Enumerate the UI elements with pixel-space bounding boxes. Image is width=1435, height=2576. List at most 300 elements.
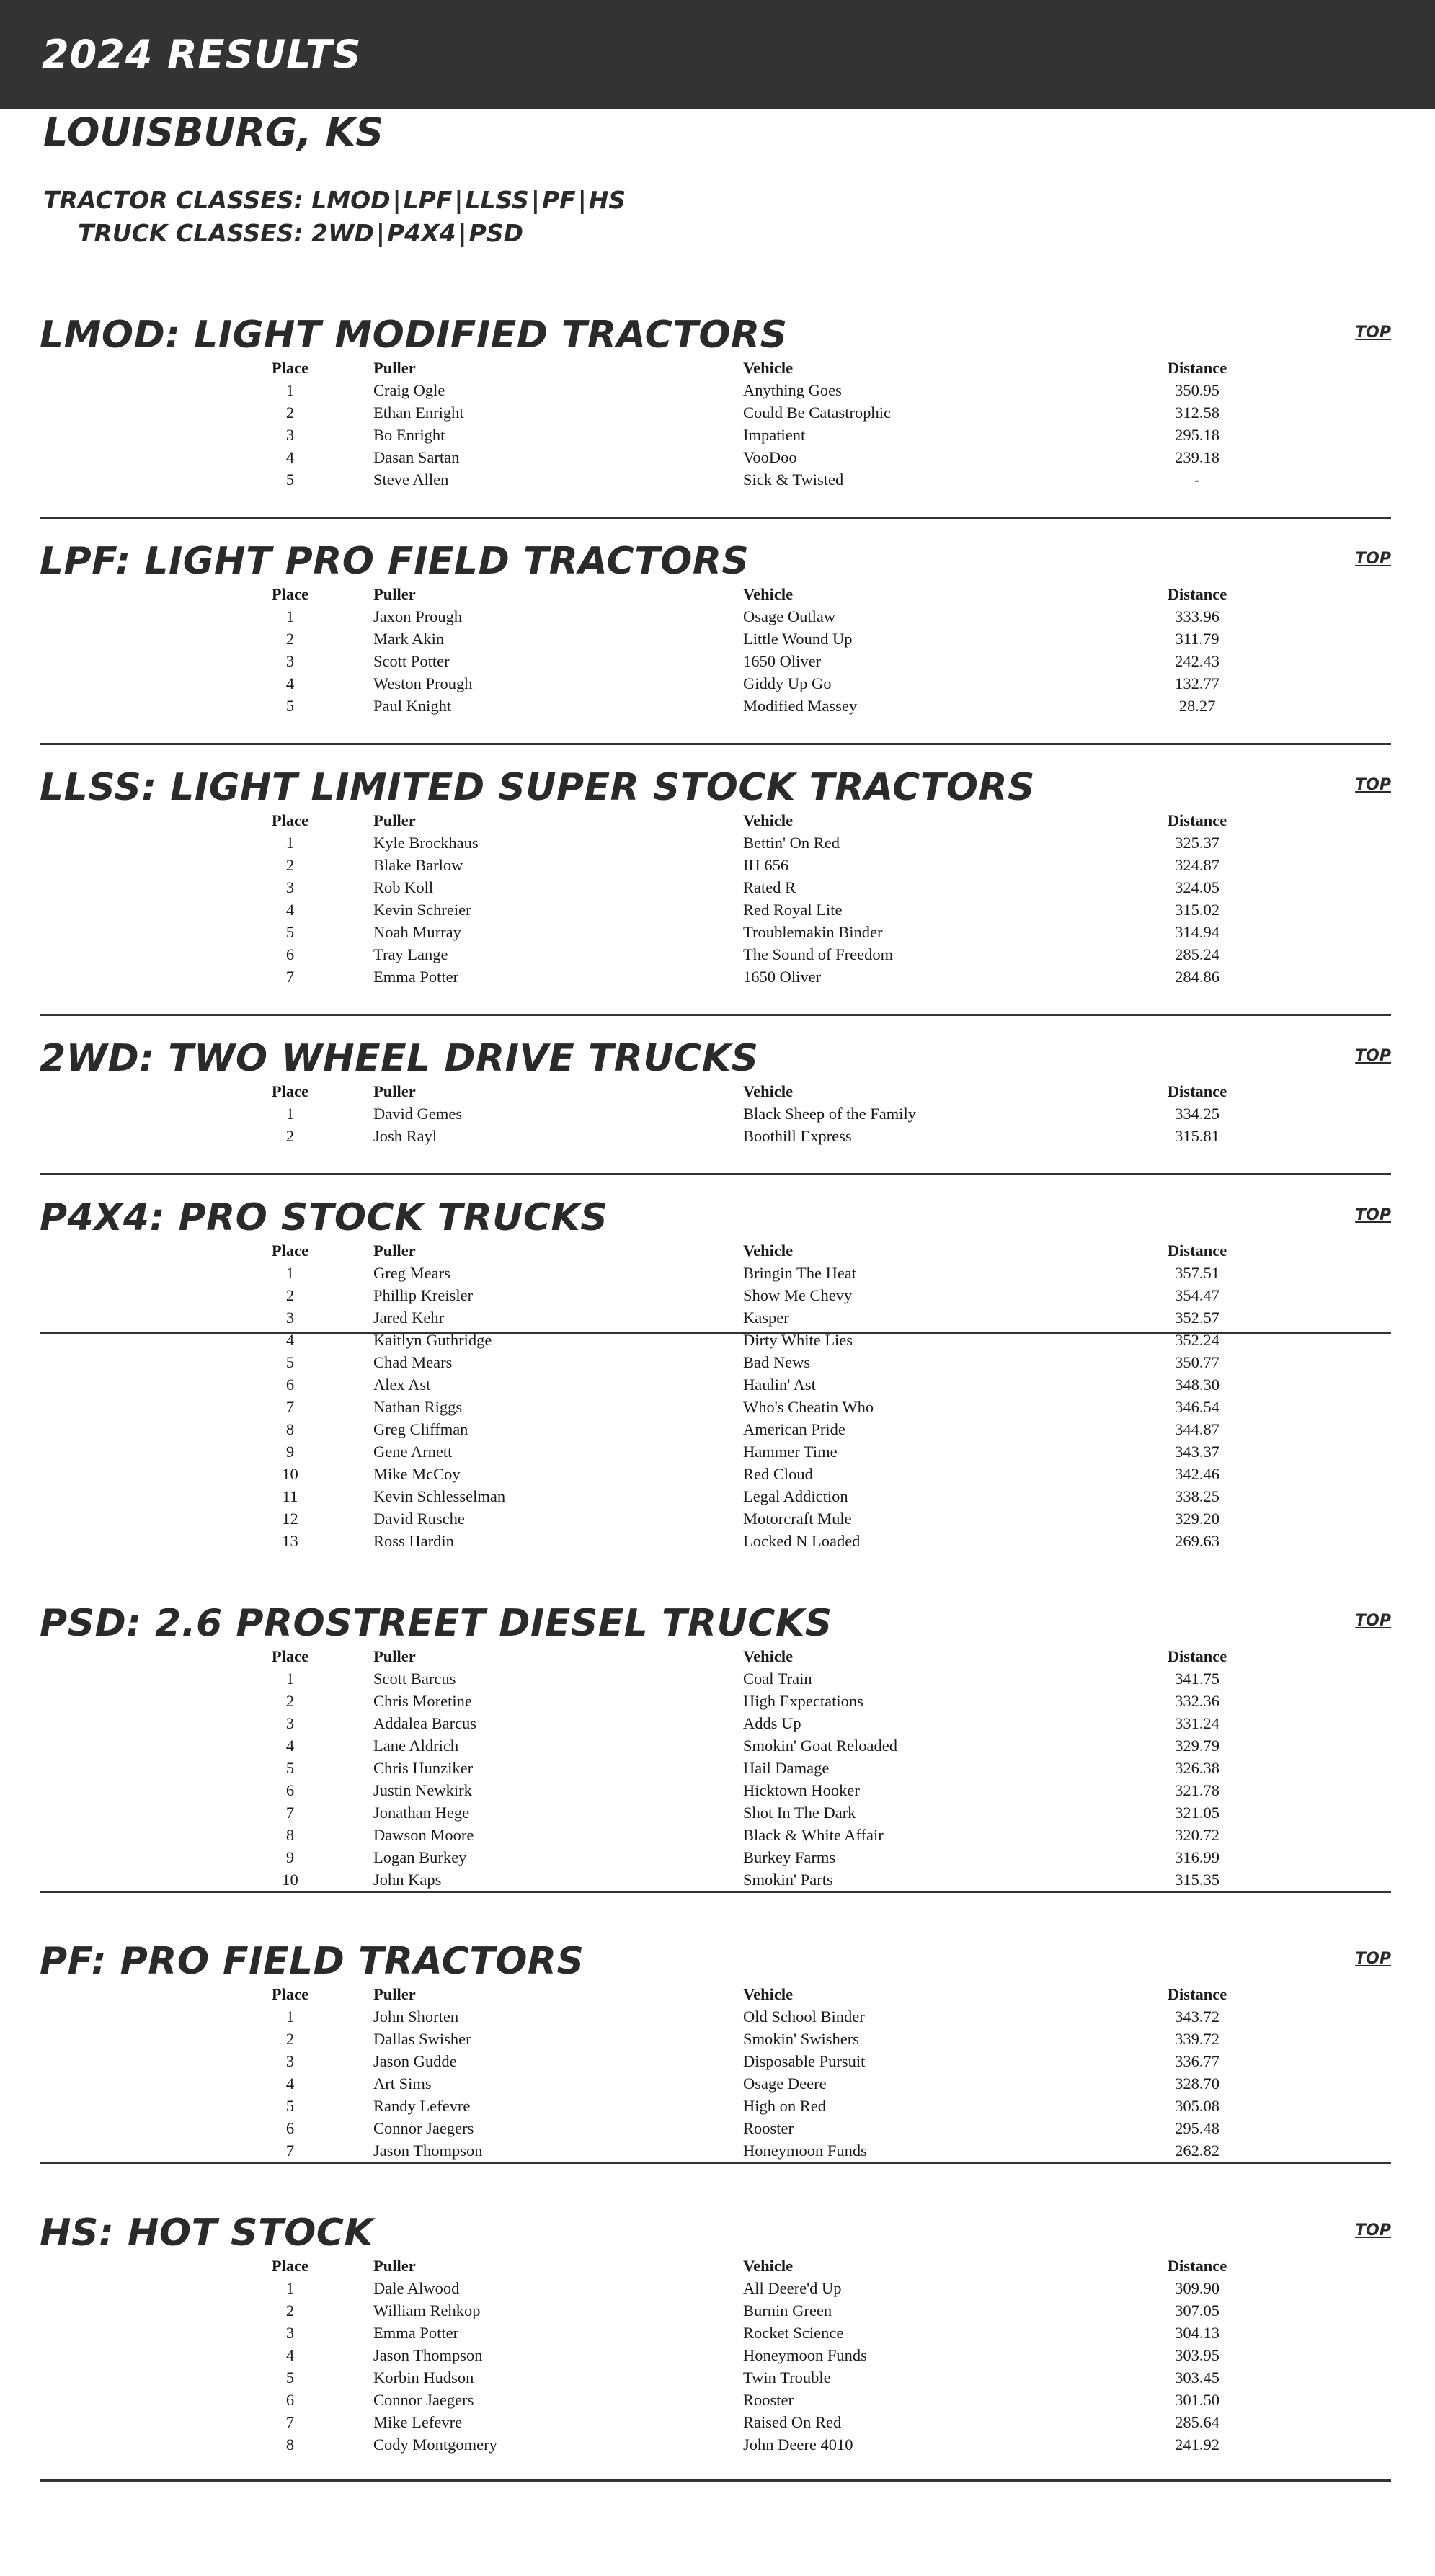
table-row	[223, 446, 1233, 468]
class-link-lmod[interactable]: LMOD	[311, 186, 391, 214]
results-table	[223, 1645, 1233, 1891]
table-row	[223, 2072, 1233, 2095]
distance-cell: 307.05	[1175, 2301, 1219, 2319]
table-row	[223, 2344, 1233, 2366]
vehicle-cell: Rooster	[743, 2119, 794, 2137]
distance-cell: 331.24	[1175, 1714, 1219, 1732]
column-header-place: Place	[271, 811, 309, 829]
puller-cell: Rob Koll	[373, 878, 434, 896]
puller-cell: Dallas Swisher	[373, 2030, 471, 2048]
vehicle-cell: Boothill Express	[743, 1127, 852, 1145]
vehicle-cell: Rooster	[743, 2391, 794, 2409]
place-cell: 4	[285, 448, 295, 466]
puller-cell: Phillip Kreisler	[373, 1286, 474, 1304]
vehicle-cell: Osage Deere	[743, 2074, 827, 2093]
place-cell: 6	[285, 2119, 295, 2137]
distance-cell: 284.86	[1175, 968, 1219, 986]
vehicle-cell: Disposable Pursuit	[743, 2052, 866, 2070]
place-cell: 8	[285, 1826, 295, 1844]
place-cell: 10	[282, 1871, 298, 1889]
puller-cell: Nathan Riggs	[373, 1398, 463, 1416]
vehicle-cell: Legal Addiction	[743, 1487, 848, 1505]
place-cell: 1	[285, 1264, 295, 1282]
table-row	[223, 605, 1233, 628]
separator: |	[376, 219, 385, 247]
puller-cell: Art Sims	[373, 2074, 432, 2093]
table-row	[223, 1734, 1233, 1757]
section-title: P4X4: PRO STOCK TRUCKS	[40, 1196, 608, 1239]
vehicle-cell: Honeymoon Funds	[743, 2346, 867, 2364]
place-cell: 5	[285, 1353, 295, 1371]
class-link-hs[interactable]: HS	[588, 186, 626, 214]
results-section	[40, 1196, 1391, 1550]
table-header-row	[223, 809, 1233, 832]
distance-cell: 303.45	[1175, 2368, 1219, 2386]
table-row	[223, 1373, 1233, 1396]
vehicle-cell: Impatient	[743, 426, 806, 444]
results-table	[223, 1080, 1233, 1147]
place-cell: 2	[285, 404, 295, 422]
column-header-vehicle: Vehicle	[743, 1082, 794, 1100]
place-cell: 2	[285, 630, 295, 648]
distance-cell: 357.51	[1175, 1264, 1219, 1282]
vehicle-cell: Black & White Affair	[743, 1826, 884, 1844]
place-cell: 7	[285, 1398, 295, 1416]
distance-cell: 262.82	[1175, 2142, 1219, 2160]
place-cell: 2	[285, 1127, 295, 1145]
column-header-vehicle: Vehicle	[743, 1242, 794, 1260]
vehicle-cell: Sick & Twisted	[743, 471, 844, 489]
distance-cell: 350.77	[1175, 1353, 1219, 1371]
table-row	[223, 1262, 1233, 1284]
vehicle-cell: 1650 Oliver	[743, 968, 822, 986]
column-header-puller: Puller	[373, 1242, 416, 1260]
puller-cell: Craig Ogle	[373, 381, 445, 399]
back-to-top-link[interactable]: TOP	[1355, 550, 1391, 568]
puller-cell: Connor Jaegers	[373, 2391, 474, 2409]
distance-cell: 314.94	[1175, 923, 1219, 941]
place-cell: 2	[285, 2301, 295, 2319]
results-table	[223, 809, 1233, 988]
table-row	[223, 1507, 1233, 1530]
class-link-llss[interactable]: LLSS	[465, 186, 529, 214]
distance-cell: 309.90	[1175, 2279, 1219, 2297]
table-row	[223, 1306, 1233, 1329]
table-row	[223, 1779, 1233, 1801]
table-row	[223, 2028, 1233, 2050]
vehicle-cell: Honeymoon Funds	[743, 2142, 867, 2160]
puller-cell: Mike Lefevre	[373, 2413, 463, 2431]
place-cell: 11	[282, 1487, 298, 1505]
table-header-row	[223, 583, 1233, 605]
place-cell: 4	[285, 2074, 295, 2093]
column-header-place: Place	[271, 359, 309, 377]
puller-cell: Weston Prough	[373, 674, 473, 692]
puller-cell: Jared Kehr	[373, 1309, 445, 1327]
column-header-distance: Distance	[1167, 359, 1227, 377]
table-row	[223, 1757, 1233, 1779]
table-row	[223, 401, 1233, 424]
puller-cell: Chad Mears	[373, 1353, 453, 1371]
place-cell: 1	[285, 834, 295, 852]
table-row	[223, 628, 1233, 650]
puller-cell: Alex Ast	[373, 1376, 431, 1394]
table-row	[223, 1846, 1233, 1868]
vehicle-cell: Bringin The Heat	[743, 1264, 857, 1282]
vehicle-cell: Giddy Up Go	[743, 674, 832, 692]
place-cell: 6	[285, 1376, 295, 1394]
vehicle-cell: Rated R	[743, 878, 796, 896]
distance-cell: 316.99	[1175, 1848, 1219, 1866]
tractor-classes-label: TRACTOR CLASSES:	[43, 186, 303, 214]
column-header-distance: Distance	[1167, 1082, 1227, 1100]
place-cell: 3	[285, 878, 295, 896]
back-to-top-link[interactable]: TOP	[1355, 1950, 1391, 1968]
results-table	[223, 583, 1233, 717]
column-header-vehicle: Vehicle	[743, 1985, 794, 2003]
vehicle-cell: Adds Up	[743, 1714, 801, 1732]
puller-cell: Ethan Enright	[373, 404, 464, 422]
vehicle-cell: Show Me Chevy	[743, 1286, 853, 1304]
vehicle-cell: IH 656	[743, 856, 789, 874]
column-header-place: Place	[271, 585, 309, 603]
place-cell: 12	[282, 1510, 298, 1528]
section-title: LMOD: LIGHT MODIFIED TRACTORS	[40, 313, 788, 357]
table-row	[223, 2389, 1233, 2411]
results-table	[223, 1239, 1233, 1552]
back-to-top-link[interactable]: TOP	[1355, 1206, 1391, 1224]
column-header-vehicle: Vehicle	[743, 585, 794, 603]
vehicle-cell: Bad News	[743, 1353, 811, 1371]
place-cell: 5	[285, 2097, 295, 2115]
results-section	[40, 313, 1391, 519]
results-table	[223, 1983, 1233, 2162]
place-cell: 3	[285, 2324, 295, 2342]
separator: |	[530, 186, 540, 214]
puller-cell: Addalea Barcus	[373, 1714, 477, 1732]
table-header-row	[223, 1645, 1233, 1667]
puller-cell: Jason Thompson	[373, 2142, 483, 2160]
distance-cell: 285.24	[1175, 945, 1219, 963]
puller-cell: John Shorten	[373, 2007, 459, 2025]
results-section	[40, 540, 1391, 745]
distance-cell: 329.79	[1175, 1737, 1219, 1755]
vehicle-cell: The Sound of Freedom	[743, 945, 894, 963]
vehicle-cell: Bettin' On Red	[743, 834, 840, 852]
place-cell: 2	[285, 2030, 295, 2048]
vehicle-cell: 1650 Oliver	[743, 652, 822, 670]
separator: |	[577, 186, 587, 214]
puller-cell: Logan Burkey	[373, 1848, 467, 1866]
puller-cell: David Gemes	[373, 1105, 463, 1123]
place-cell: 3	[285, 426, 295, 444]
table-row	[223, 650, 1233, 672]
distance-cell: 334.25	[1175, 1105, 1219, 1123]
place-cell: 7	[285, 968, 295, 986]
class-link-2wd[interactable]: 2WD	[311, 219, 374, 247]
location-title: LOUISBURG, KS	[43, 110, 384, 155]
section-title: PSD: 2.6 PROSTREET DIESEL TRUCKS	[40, 1602, 832, 1645]
back-to-top-link[interactable]: TOP	[1355, 1047, 1391, 1065]
vehicle-cell: Hail Damage	[743, 1759, 830, 1777]
table-row	[223, 2277, 1233, 2299]
page-title: 2024 RESULTS	[42, 32, 362, 77]
section-title: LPF: LIGHT PRO FIELD TRACTORS	[40, 540, 750, 583]
distance-cell: 324.05	[1175, 878, 1219, 896]
distance-cell: -	[1194, 471, 1200, 489]
puller-cell: Dasan Sartan	[373, 448, 460, 466]
table-row	[223, 876, 1233, 899]
puller-cell: Dale Alwood	[373, 2279, 460, 2297]
distance-cell: 343.37	[1175, 1443, 1219, 1461]
distance-cell: 242.43	[1175, 652, 1219, 670]
place-cell: 3	[285, 2052, 295, 2070]
column-header-place: Place	[271, 1985, 309, 2003]
place-cell: 2	[285, 856, 295, 874]
place-cell: 4	[285, 674, 295, 692]
results-table	[223, 357, 1233, 491]
vehicle-cell: Smokin' Swishers	[743, 2030, 859, 2048]
distance-cell: 346.54	[1175, 1398, 1219, 1416]
table-header-row	[223, 357, 1233, 379]
distance-cell: 269.63	[1175, 1532, 1219, 1550]
table-row	[223, 943, 1233, 966]
truck-classes-row	[43, 217, 626, 250]
puller-cell: Greg Mears	[373, 1264, 450, 1282]
vehicle-cell: Kasper	[743, 1309, 789, 1327]
place-cell: 5	[285, 1759, 295, 1777]
puller-cell: Connor Jaegers	[373, 2119, 474, 2137]
vehicle-cell: Black Sheep of the Family	[743, 1105, 916, 1123]
vehicle-cell: Osage Outlaw	[743, 607, 836, 625]
distance-cell: 301.50	[1175, 2391, 1219, 2409]
puller-cell: William Rehkop	[373, 2301, 481, 2319]
puller-cell: Kaitlyn Guthridge	[373, 1331, 492, 1349]
table-row	[223, 1667, 1233, 1690]
place-cell: 1	[285, 607, 295, 625]
place-cell: 4	[285, 1331, 295, 1349]
place-cell: 9	[285, 1443, 295, 1461]
class-link-pf[interactable]: PF	[541, 186, 576, 214]
results-section	[40, 2211, 1391, 2482]
separator: |	[458, 219, 467, 247]
vehicle-cell: Burkey Farms	[743, 1848, 836, 1866]
place-cell: 6	[285, 1781, 295, 1799]
puller-cell: Cody Montgomery	[373, 2435, 497, 2454]
table-row	[223, 468, 1233, 491]
table-row	[223, 1712, 1233, 1734]
puller-cell: Lane Aldrich	[373, 1737, 459, 1755]
table-header-row	[223, 1983, 1233, 2005]
vehicle-cell: Motorcraft Mule	[743, 1510, 852, 1528]
place-cell: 1	[285, 2007, 295, 2025]
column-header-distance: Distance	[1167, 2257, 1227, 2275]
distance-cell: 303.95	[1175, 2346, 1219, 2364]
vehicle-cell: American Pride	[743, 1420, 845, 1438]
column-header-distance: Distance	[1167, 1242, 1227, 1260]
place-cell: 2	[285, 1286, 295, 1304]
place-cell: 7	[285, 1804, 295, 1822]
truck-classes-label: TRUCK CLASSES:	[78, 219, 303, 247]
table-row	[223, 1329, 1233, 1351]
table-row	[223, 379, 1233, 401]
table-header-row	[223, 1080, 1233, 1102]
table-row	[223, 966, 1233, 988]
table-row	[223, 1485, 1233, 1507]
vehicle-cell: Troublemakin Binder	[743, 923, 883, 941]
vehicle-cell: Red Cloud	[743, 1465, 813, 1483]
table-row	[223, 2050, 1233, 2072]
table-row	[223, 921, 1233, 943]
distance-cell: 239.18	[1175, 448, 1219, 466]
distance-cell: 305.08	[1175, 2097, 1219, 2115]
place-cell: 3	[285, 1714, 295, 1732]
vehicle-cell: Raised On Red	[743, 2413, 842, 2431]
puller-cell: Justin Newkirk	[373, 1781, 472, 1799]
vehicle-cell: Red Royal Lite	[743, 901, 843, 919]
table-row	[223, 1530, 1233, 1552]
puller-cell: Kevin Schreier	[373, 901, 471, 919]
puller-cell: Randy Lefevre	[373, 2097, 471, 2115]
vehicle-cell: Haulin' Ast	[743, 1376, 816, 1394]
vehicle-cell: VooDoo	[743, 448, 797, 466]
distance-cell: 344.87	[1175, 1420, 1219, 1438]
distance-cell: 332.36	[1175, 1692, 1219, 1710]
distance-cell: 285.64	[1175, 2413, 1219, 2431]
place-cell: 9	[285, 1848, 295, 1866]
puller-cell: Mike McCoy	[373, 1465, 461, 1483]
table-row	[223, 1440, 1233, 1463]
puller-cell: Mark Akin	[373, 630, 445, 648]
puller-cell: David Rusche	[373, 1510, 465, 1528]
column-header-place: Place	[271, 1082, 309, 1100]
table-row	[223, 672, 1233, 695]
class-navigation	[43, 184, 626, 250]
vehicle-cell: Old School Binder	[743, 2007, 865, 2025]
distance-cell: 333.96	[1175, 607, 1219, 625]
vehicle-cell: Hicktown Hooker	[743, 1781, 860, 1799]
column-header-place: Place	[271, 1242, 309, 1260]
place-cell: 7	[285, 2413, 295, 2431]
table-row	[223, 1824, 1233, 1846]
class-link-psd[interactable]: PSD	[468, 219, 523, 247]
column-header-puller: Puller	[373, 1985, 416, 2003]
back-to-top-link[interactable]: TOP	[1355, 776, 1391, 794]
table-header-row	[223, 1239, 1233, 1262]
place-cell: 5	[285, 923, 295, 941]
distance-cell: 321.05	[1175, 1804, 1219, 1822]
vehicle-cell: Anything Goes	[743, 381, 842, 399]
distance-cell: 326.38	[1175, 1759, 1219, 1777]
results-header-bar	[0, 0, 1435, 109]
table-row	[223, 1868, 1233, 1891]
column-header-distance: Distance	[1167, 811, 1227, 829]
distance-cell: 28.27	[1178, 697, 1216, 715]
puller-cell: Emma Potter	[373, 2324, 459, 2342]
table-row	[223, 832, 1233, 854]
table-row	[223, 1102, 1233, 1125]
distance-cell: 354.47	[1175, 1286, 1219, 1304]
puller-cell: Blake Barlow	[373, 856, 463, 874]
column-header-puller: Puller	[373, 2257, 416, 2275]
place-cell: 8	[285, 1420, 295, 1438]
section-title: PF: PRO FIELD TRACTORS	[40, 1940, 585, 1983]
place-cell: 1	[285, 1670, 295, 1688]
puller-cell: Ross Hardin	[373, 1532, 454, 1550]
distance-cell: 352.57	[1175, 1309, 1219, 1327]
distance-cell: 311.79	[1175, 630, 1219, 648]
vehicle-cell: Dirty White Lies	[743, 1331, 853, 1349]
table-row	[223, 1418, 1233, 1440]
class-link-p4x4[interactable]: P4X4	[386, 219, 456, 247]
table-row	[223, 1284, 1233, 1306]
puller-cell: Dawson Moore	[373, 1826, 474, 1844]
vehicle-cell: Could Be Catastrophic	[743, 404, 891, 422]
place-cell: 6	[285, 945, 295, 963]
place-cell: 4	[285, 1737, 295, 1755]
puller-cell: Bo Enright	[373, 426, 445, 444]
vehicle-cell: Twin Trouble	[743, 2368, 831, 2386]
distance-cell: 304.13	[1175, 2324, 1219, 2342]
back-to-top-link[interactable]: TOP	[1355, 2221, 1391, 2239]
column-header-puller: Puller	[373, 585, 416, 603]
vehicle-cell: All Deere'd Up	[743, 2279, 842, 2297]
vehicle-cell: Rocket Science	[743, 2324, 844, 2342]
place-cell: 8	[285, 2435, 295, 2454]
vehicle-cell: Who's Cheatin Who	[743, 1398, 874, 1416]
place-cell: 1	[285, 381, 295, 399]
place-cell: 10	[282, 1465, 298, 1483]
distance-cell: 321.78	[1175, 1781, 1219, 1799]
column-header-distance: Distance	[1167, 585, 1227, 603]
back-to-top-link[interactable]: TOP	[1355, 1612, 1391, 1630]
puller-cell: Josh Rayl	[373, 1127, 437, 1145]
back-to-top-link[interactable]: TOP	[1355, 324, 1391, 342]
table-header-row	[223, 2255, 1233, 2277]
puller-cell: Jaxon Prough	[373, 607, 463, 625]
puller-cell: Chris Moretine	[373, 1692, 472, 1710]
place-cell: 4	[285, 901, 295, 919]
separator: |	[392, 186, 401, 214]
table-row	[223, 2366, 1233, 2389]
puller-cell: Greg Cliffman	[373, 1420, 468, 1438]
distance-cell: 339.72	[1175, 2030, 1219, 2048]
class-link-lpf[interactable]: LPF	[403, 186, 453, 214]
table-row	[223, 2117, 1233, 2139]
place-cell: 2	[285, 1692, 295, 1710]
vehicle-cell: Hammer Time	[743, 1443, 838, 1461]
puller-cell: Scott Potter	[373, 652, 450, 670]
table-row	[223, 2411, 1233, 2433]
section-title: 2WD: TWO WHEEL DRIVE TRUCKS	[40, 1037, 759, 1080]
puller-cell: Chris Hunziker	[373, 1759, 474, 1777]
distance-cell: 325.37	[1175, 834, 1219, 852]
vehicle-cell: High Expectations	[743, 1692, 863, 1710]
results-section	[40, 1940, 1391, 2164]
table-row	[223, 1125, 1233, 1147]
puller-cell: Jason Thompson	[373, 2346, 483, 2364]
table-row	[223, 1690, 1233, 1712]
place-cell: 13	[282, 1532, 298, 1550]
column-header-distance: Distance	[1167, 1647, 1227, 1665]
column-header-place: Place	[271, 1647, 309, 1665]
column-header-vehicle: Vehicle	[743, 2257, 794, 2275]
place-cell: 3	[285, 652, 295, 670]
place-cell: 5	[285, 2368, 295, 2386]
tractor-classes-row	[43, 184, 626, 217]
distance-cell: 352.24	[1175, 1331, 1219, 1349]
table-row	[223, 854, 1233, 876]
